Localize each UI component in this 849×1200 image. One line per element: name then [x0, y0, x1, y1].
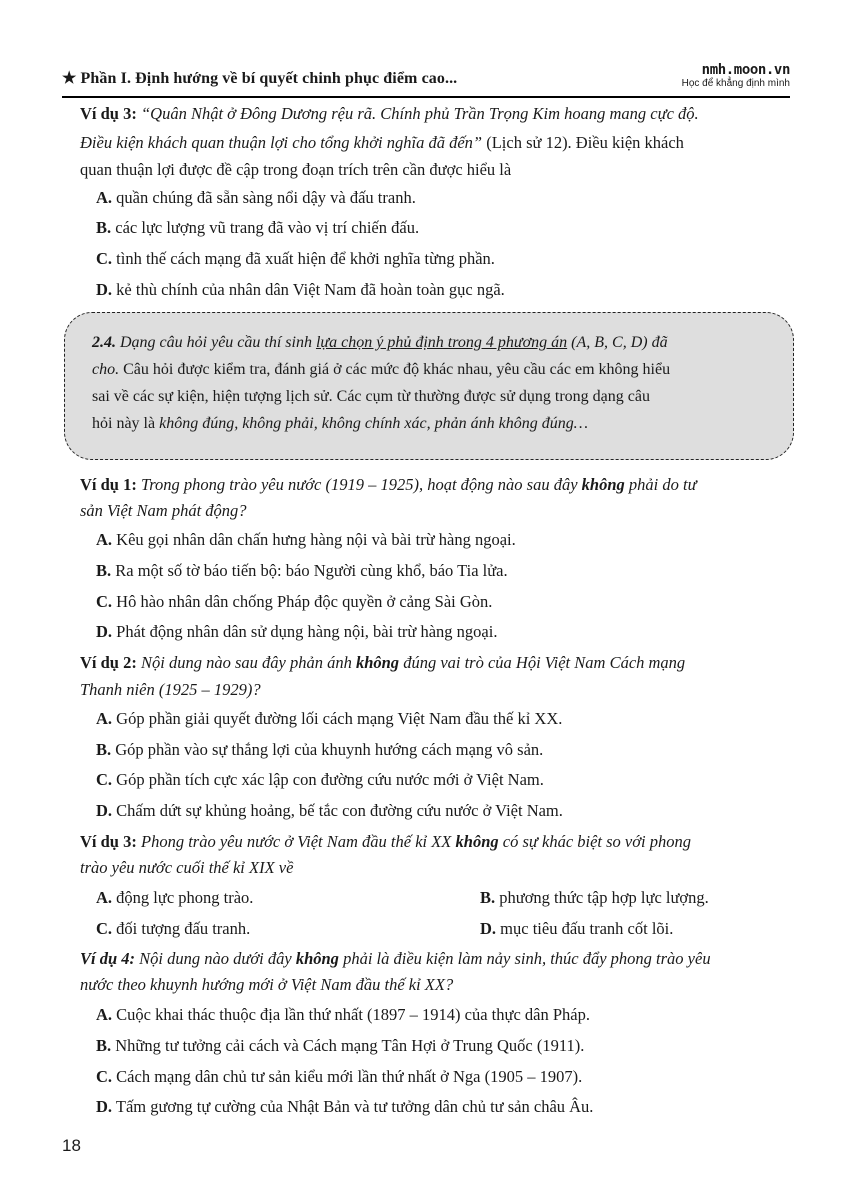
- example-3-top-question-line-3: quan thuận lợi được đề cập trong đoạn trích trên cần được hiểu là: [80, 160, 512, 179]
- example-1-question-line-2: sản Việt Nam phát động?: [80, 501, 247, 520]
- option-d: D. Tấm gương tự cường của Nhật Bản và tư tưởng dân chủ tư sản châu Âu.: [96, 1097, 594, 1116]
- example-label: Ví dụ 4:: [80, 949, 136, 968]
- info-box-heading: 2.4.: [92, 334, 116, 351]
- option-c: C. đối tượng đấu tranh.: [96, 919, 251, 938]
- option-c: C. Góp phần tích cực xác lập con đường cứu nước mới ở Việt Nam.: [96, 770, 544, 789]
- option-a: A. quần chúng đã sẵn sàng nổi dậy và đấu tranh.: [96, 188, 416, 207]
- example-label: Ví dụ 3:: [80, 832, 137, 851]
- header-divider: [62, 96, 790, 98]
- info-box-line-4: hỏi này là không đúng, không phải, không chính xác, phản ánh không đúng…: [92, 415, 588, 432]
- example-1-question-line-1: Ví dụ 1: Trong phong trào yêu nước (1919 – 1925), hoạt động nào sau đây không phải do tư: [80, 475, 697, 494]
- option-c: C. Cách mạng dân chủ tư sản kiểu mới lần thứ nhất ở Nga (1905 – 1907).: [96, 1067, 583, 1086]
- option-a: A. Kêu gọi nhân dân chấn hưng hàng nội và bài trừ hàng ngoại.: [96, 530, 516, 549]
- brand-site: nmh.moon.vn: [701, 62, 790, 78]
- page-header: [62, 62, 790, 94]
- brand-logo: [682, 62, 790, 90]
- example-2-question-line-2: Thanh niên (1925 – 1929)?: [80, 680, 261, 699]
- example-3-question-line-1: Ví dụ 3: Phong trào yêu nước ở Việt Nam đầu thế kỉ XX không có sự khác biệt so với phong: [80, 832, 692, 851]
- brand-slogan: Học để khẳng định mình: [681, 78, 790, 89]
- option-d: D. Chấm dứt sự khủng hoảng, bế tắc con đường cứu nước ở Việt Nam.: [96, 801, 563, 820]
- example-label: Ví dụ 3:: [80, 104, 137, 123]
- option-d: D. mục tiêu đấu tranh cốt lõi.: [480, 919, 674, 938]
- example-3-top-question-line-2: Điều kiện khách quan thuận lợi cho tổng khởi nghĩa đã đến” (Lịch sử 12). Điều kiện khách: [80, 133, 684, 152]
- example-4-question-line-1: Ví dụ 4: Nội dung nào dưới đây không phải là điều kiện làm nảy sinh, thúc đẩy phong trào yêu: [80, 949, 711, 968]
- example-3-question-line-2: trào yêu nước cuối thế kỉ XIX về: [80, 858, 294, 877]
- option-c: C. Hô hào nhân dân chống Pháp độc quyền ở cảng Sài Gòn.: [96, 592, 493, 611]
- option-b: B. Ra một số tờ báo tiến bộ: báo Người cùng khổ, báo Tia lửa.: [96, 561, 508, 580]
- section-title: ★ Phần I. Định hướng về bí quyết chinh phục điểm cao...: [62, 70, 458, 87]
- option-a: A. Cuộc khai thác thuộc địa lần thứ nhất (1897 – 1914) của thực dân Pháp.: [96, 1005, 590, 1024]
- option-a: A. động lực phong trào.: [96, 888, 254, 907]
- info-box-line-3: sai về các sự kiện, hiện tượng lịch sử. Các cụm từ thường được sử dụng trong dạng câu: [92, 388, 650, 405]
- option-b: B. phương thức tập hợp lực lượng.: [480, 888, 709, 907]
- example-2-question-line-1: Ví dụ 2: Nội dung nào sau đây phản ánh không đúng vai trò của Hội Việt Nam Cách mạng: [80, 653, 686, 672]
- example-4-question-line-2: nước theo khuynh hướng mới ở Việt Nam đầu thế kỉ XX?: [80, 975, 454, 994]
- info-box-line-1: 2.4. Dạng câu hỏi yêu cầu thí sinh lựa chọn ý phủ định trong 4 phương án (A, B, C, D) đã: [92, 334, 668, 351]
- example-label: Ví dụ 2:: [80, 653, 137, 672]
- option-b: B. Những tư tưởng cải cách và Cách mạng Tân Hợi ở Trung Quốc (1911).: [96, 1036, 585, 1055]
- example-3-top-question-line-1: Ví dụ 3: “Quân Nhật ở Đông Dương rệu rã. Chính phủ Trần Trọng Kim hoang mang cực độ.: [80, 104, 699, 123]
- option-d: D. Phát động nhân dân sử dụng hàng nội, bài trừ hàng ngoại.: [96, 622, 498, 641]
- option-b: B. Góp phần vào sự thắng lợi của khuynh hướng cách mạng vô sản.: [96, 740, 544, 759]
- info-box-line-2: cho. Câu hỏi được kiểm tra, đánh giá ở các mức độ khác nhau, yêu cầu các em không hiểu: [92, 361, 671, 378]
- example-label: Ví dụ 1:: [80, 475, 137, 494]
- option-a: A. Góp phần giải quyết đường lối cách mạng Việt Nam đầu thế kỉ XX.: [96, 709, 563, 728]
- option-d: D. kẻ thù chính của nhân dân Việt Nam đã hoàn toàn gục ngã.: [96, 280, 505, 299]
- option-b: B. các lực lượng vũ trang đã vào vị trí chiến đấu.: [96, 218, 420, 237]
- page-number: 18: [62, 1136, 81, 1155]
- option-c: C. tình thế cách mạng đã xuất hiện để khởi nghĩa từng phần.: [96, 249, 495, 268]
